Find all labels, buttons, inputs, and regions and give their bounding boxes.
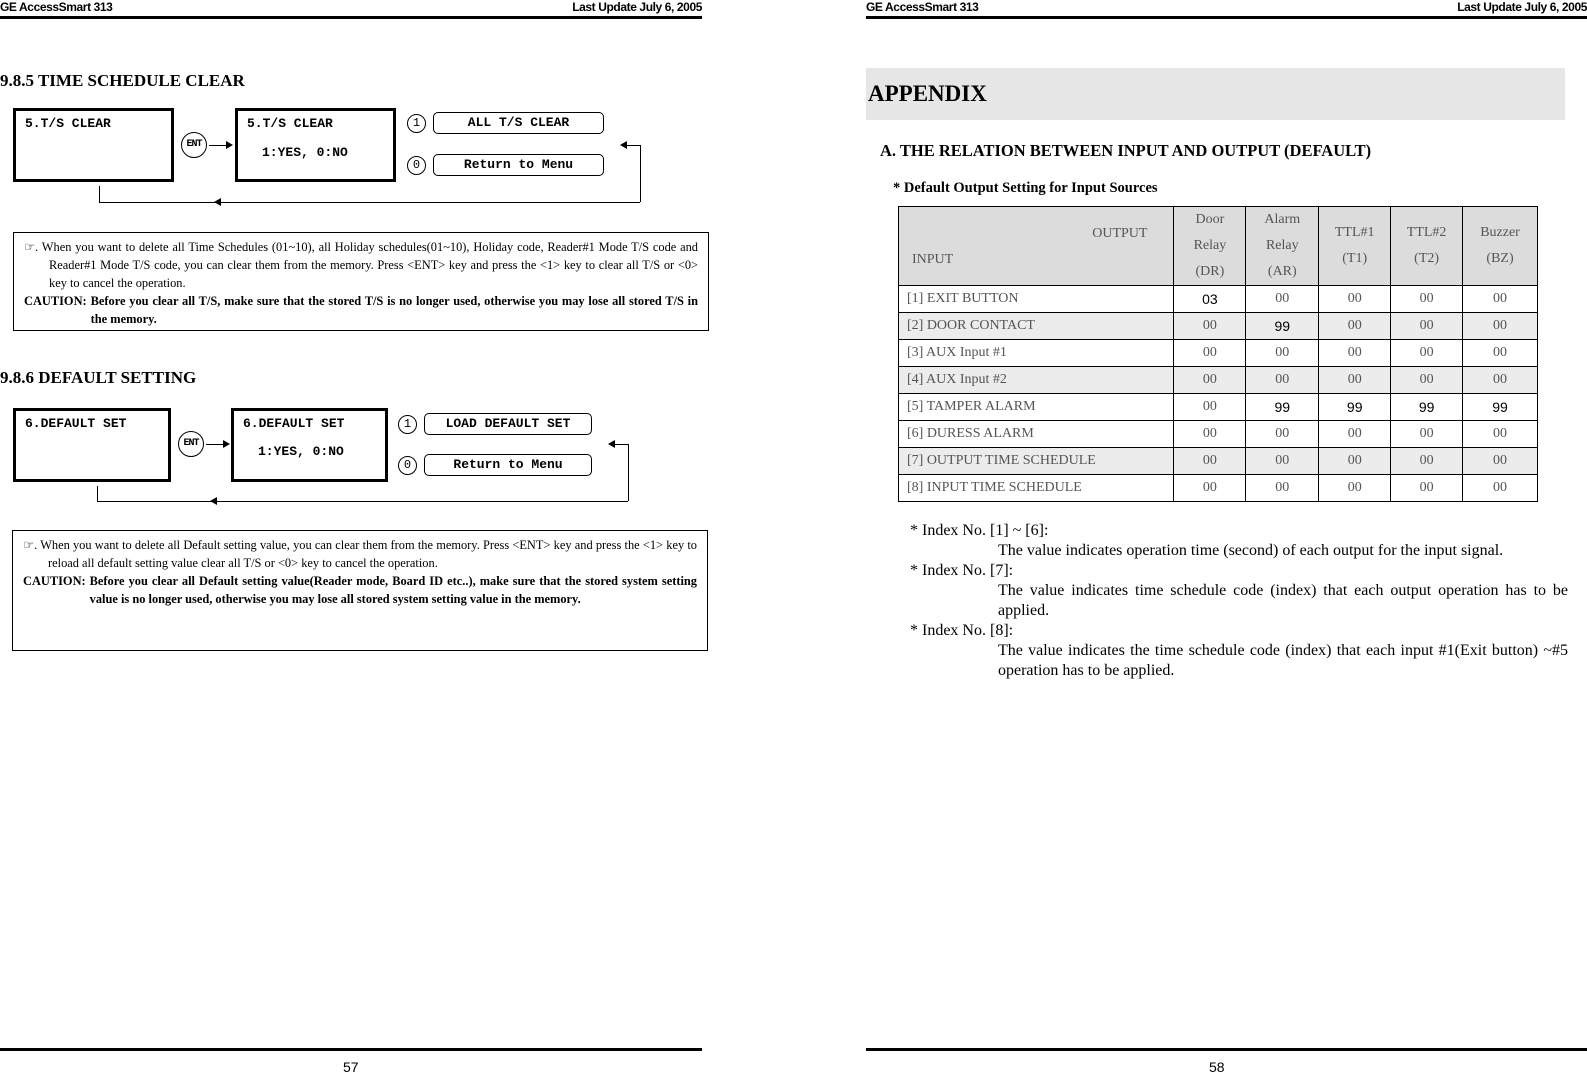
table-cell: 99 [1246,394,1319,421]
table-cell: 00 [1319,421,1391,448]
col-header-t2: TTL#2 (T2) [1391,207,1463,286]
row-label: [5] TAMPER ALARM [899,394,1174,421]
option-all-ts-clear: ALL T/S CLEAR [433,112,604,134]
caution-label: CAUTION: [24,294,87,308]
table-cell: 00 [1463,313,1538,340]
lcd-screen-confirm [235,108,396,182]
table-row [899,448,1538,475]
table-cell: 00 [1391,421,1463,448]
table-cell: 00 [1463,448,1538,475]
return-arrow-icon [216,202,640,203]
table-cell: 00 [1174,475,1246,502]
table-cell: 03 [1174,286,1246,313]
corner-header-cell [899,207,1174,286]
note-text: . When you want to delete all Time Schedules (01~10), all Holiday schedules(01~10), Holiday code, Reader#1 Mode T/S code and Reader#1 Mode T/S code, you can clear them from the memory. Press <ENT> key and press the <1> key to clear all T/S or <0> key to cancel the operation. [35,240,698,290]
table-cell: 00 [1174,394,1246,421]
table-cell: 00 [1174,448,1246,475]
running-header [866,0,1587,19]
corner-output-label: OUTPUT [1092,226,1148,241]
table-cell: 00 [1174,421,1246,448]
table-cell: 99 [1246,313,1319,340]
return-arrow-icon [610,444,628,445]
return-arrow-icon [622,145,640,146]
table-row [899,340,1538,367]
option-load-default-set: LOAD DEFAULT SET [424,413,592,435]
arrow-right-icon [209,145,231,146]
connector-line [640,145,641,202]
table-cell: 00 [1319,475,1391,502]
table-cell: 00 [1246,421,1319,448]
col-header-dr: Door Relay (DR) [1174,207,1246,286]
running-header [0,0,702,19]
option-return-to-menu: Return to Menu [433,154,604,176]
table-cell: 00 [1463,475,1538,502]
lcd-screen-menu [13,108,174,182]
row-label: [4] AUX Input #2 [899,367,1174,394]
key-0-icon: 0 [398,456,417,475]
table-row [899,367,1538,394]
arrow-right-icon [206,444,228,445]
table-cell: 00 [1246,286,1319,313]
table-row [899,313,1538,340]
table-cell: 00 [1463,340,1538,367]
table-cell: 99 [1319,394,1391,421]
table-cell: 00 [1391,286,1463,313]
table-cell: 00 [1463,367,1538,394]
table-cell: 00 [1319,313,1391,340]
table-cell: 00 [1391,448,1463,475]
table-cell: 00 [1246,367,1319,394]
lcd-line: 1:YES, 0:NO [262,145,348,160]
index-label: * Index No. [8]: [910,622,1014,639]
table-cell: 00 [1391,340,1463,367]
header-update: Last Update July 6, 2005 [1457,0,1587,14]
table-cell: 99 [1463,394,1538,421]
pointing-hand-icon: ☞ [23,538,35,552]
table-cell: 00 [1174,313,1246,340]
note-box-default-setting [12,530,708,651]
row-label: [6] DURESS ALARM [899,421,1174,448]
appendix-heading: APPENDIX [866,68,1565,120]
table-cell: 00 [1463,421,1538,448]
index-description: The value indicates time schedule code (index) that each output operation has to be applied. [998,582,1568,619]
table-cell: 99 [1391,394,1463,421]
table-row [899,286,1538,313]
table-cell: 00 [1319,286,1391,313]
table-cell: 00 [1174,340,1246,367]
index-description: The value indicates operation time (second) of each output for the input signal. [998,542,1504,559]
table-cell: 00 [1174,367,1246,394]
col-header-bz: Buzzer (BZ) [1463,207,1538,286]
pointing-hand-icon: ☞ [24,240,36,254]
key-1-icon: 1 [398,415,417,434]
ent-key-icon: ENT [181,132,207,158]
table-cell: 00 [1246,448,1319,475]
table-cell: 00 [1319,448,1391,475]
footer-rule [0,1048,702,1051]
lcd-line: 5.T/S CLEAR [247,116,333,131]
table-cell: 00 [1319,340,1391,367]
connector-line [628,444,629,501]
section-title-default-setting: 9.8.6 DEFAULT SETTING [0,368,197,387]
caution-text: Before you clear all Default setting value(Reader mode, Board ID etc..), make sure that the stored system setting value is no longer used, otherwise you may lose all stored system setting value in the memory. [89,574,697,606]
row-label: [1] EXIT BUTTON [899,286,1174,313]
connector-line [99,186,100,202]
page-number: 58 [1209,1059,1225,1075]
header-update: Last Update July 6, 2005 [572,0,702,14]
header-title: GE AccessSmart 313 [866,0,979,14]
key-1-icon: 1 [407,114,426,133]
lcd-screen-menu [13,408,171,482]
row-label: [3] AUX Input #1 [899,340,1174,367]
lcd-screen-confirm [231,408,388,482]
index-description: The value indicates the time schedule code (index) that each input #1(Exit button) ~#5 operation has to be applied. [998,642,1568,679]
table-cell: 00 [1391,367,1463,394]
footer-rule [866,1048,1587,1051]
table-cell: 00 [1391,313,1463,340]
lcd-line: 5.T/S CLEAR [25,116,111,131]
col-header-ar: Alarm Relay (AR) [1246,207,1319,286]
table-cell: 00 [1246,340,1319,367]
lcd-line: 1:YES, 0:NO [258,444,344,459]
table-cell: 00 [1463,286,1538,313]
table-cell: 00 [1246,475,1319,502]
section-title-io-relation: A. THE RELATION BETWEEN INPUT AND OUTPUT (DEFAULT) [880,141,1372,160]
col-header-t1: TTL#1 (T1) [1319,207,1391,286]
page-number: 57 [343,1059,359,1075]
lcd-line: 6.DEFAULT SET [25,416,127,431]
page-58 [866,0,1587,1086]
table-cell: 00 [1391,475,1463,502]
section-title-ts-clear: 9.8.5 TIME SCHEDULE CLEAR [0,71,245,90]
ent-key-icon: ENT [178,431,204,457]
table-caption: * Default Output Setting for Input Sources [893,180,1158,196]
note-box-ts-clear [13,232,709,331]
note-text: . When you want to delete all Default setting value, you can clear them from the memory. Press <ENT> key and press the <1> key to reload all default setting value clear all T/S or <0> key to cancel the operation. [34,538,697,570]
page-57 [0,0,715,1086]
header-title: GE AccessSmart 313 [0,0,113,14]
key-0-icon: 0 [407,156,426,175]
corner-input-label: INPUT [912,252,954,267]
table-header-row [899,207,1538,286]
table-row [899,394,1538,421]
table-cell: 00 [1319,367,1391,394]
index-label: * Index No. [1] ~ [6]: [910,522,1049,539]
row-label: [2] DOOR CONTACT [899,313,1174,340]
caution-text: Before you clear all T/S, make sure that the stored T/S is no longer used, otherwise you may lose all stored T/S in the memory. [90,294,698,326]
connector-line [99,202,219,203]
return-arrow-icon [212,501,628,502]
lcd-line: 6.DEFAULT SET [243,416,345,431]
caution-label: CAUTION: [23,574,86,588]
option-return-to-menu: Return to Menu [424,454,592,476]
table-row [899,475,1538,502]
connector-line [97,486,98,501]
row-label: [7] OUTPUT TIME SCHEDULE [899,448,1174,475]
index-label: * Index No. [7]: [910,562,1014,579]
connector-line [97,501,215,502]
table-row [899,421,1538,448]
io-default-table [898,206,1538,502]
row-label: [8] INPUT TIME SCHEDULE [899,475,1174,502]
